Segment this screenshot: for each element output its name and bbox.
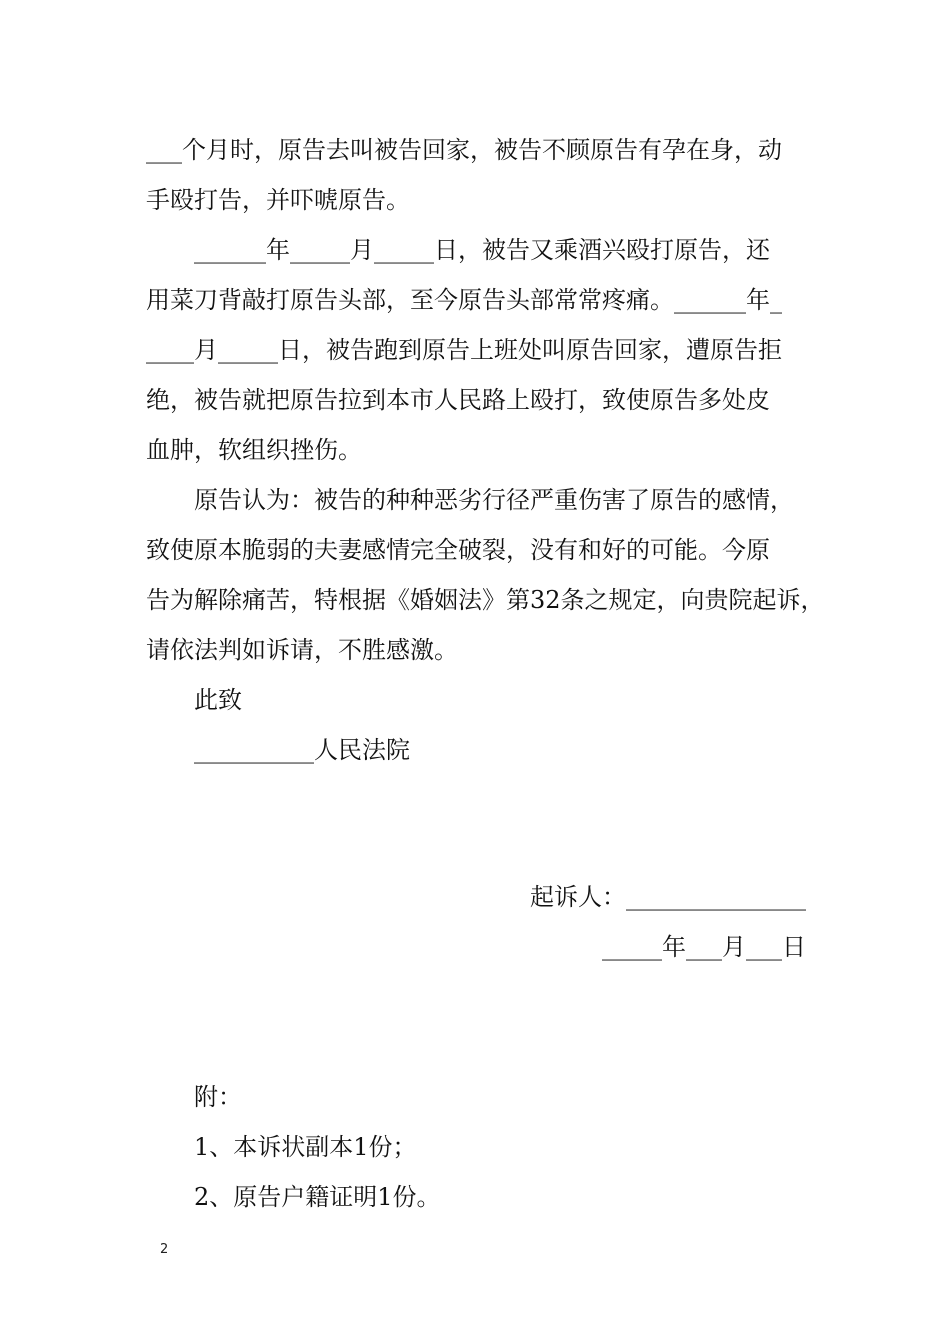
body-line: ___个月时，原告去叫被告回家，被告不顾原告有孕在身，动: [146, 136, 782, 164]
court-name: __________人民法院: [194, 736, 410, 764]
attachment-item: 2、原告户籍证明1份。: [194, 1183, 441, 1211]
attachments-heading: 附：: [194, 1083, 242, 1111]
body-line: 致使原本脆弱的夫妻感情完全破裂，没有和好的可能。今原: [146, 536, 770, 564]
plaintiff-signature: 起诉人：_______________: [530, 883, 806, 911]
body-line: 绝，被告就把原告拉到本市人民路上殴打，致使原告多处皮: [146, 386, 770, 414]
body-line: 请依法判如诉请，不胜感激。: [146, 636, 458, 664]
closing-salutation: 此致: [194, 686, 242, 714]
page-number: 2: [160, 1242, 169, 1257]
body-line: ____月_____日，被告跑到原告上班处叫原告回家，遭原告拒: [146, 336, 782, 364]
attachment-item: 1、本诉状副本1份；: [194, 1133, 417, 1161]
body-line: ______年_____月_____日，被告又乘酒兴殴打原告，还: [194, 236, 770, 264]
signature-date: _____年___月___日: [602, 933, 806, 961]
body-line: 原告认为：被告的种种恶劣行径严重伤害了原告的感情，: [194, 486, 794, 514]
body-line: 手殴打告，并吓唬原告。: [146, 186, 410, 214]
body-line: 用菜刀背敲打原告头部，至今原告头部常常疼痛。______年_: [146, 286, 782, 314]
body-line: 血肿，软组织挫伤。: [146, 436, 362, 464]
body-line: 告为解除痛苦，特根据《婚姻法》第32条之规定，向贵院起诉，: [146, 586, 825, 614]
